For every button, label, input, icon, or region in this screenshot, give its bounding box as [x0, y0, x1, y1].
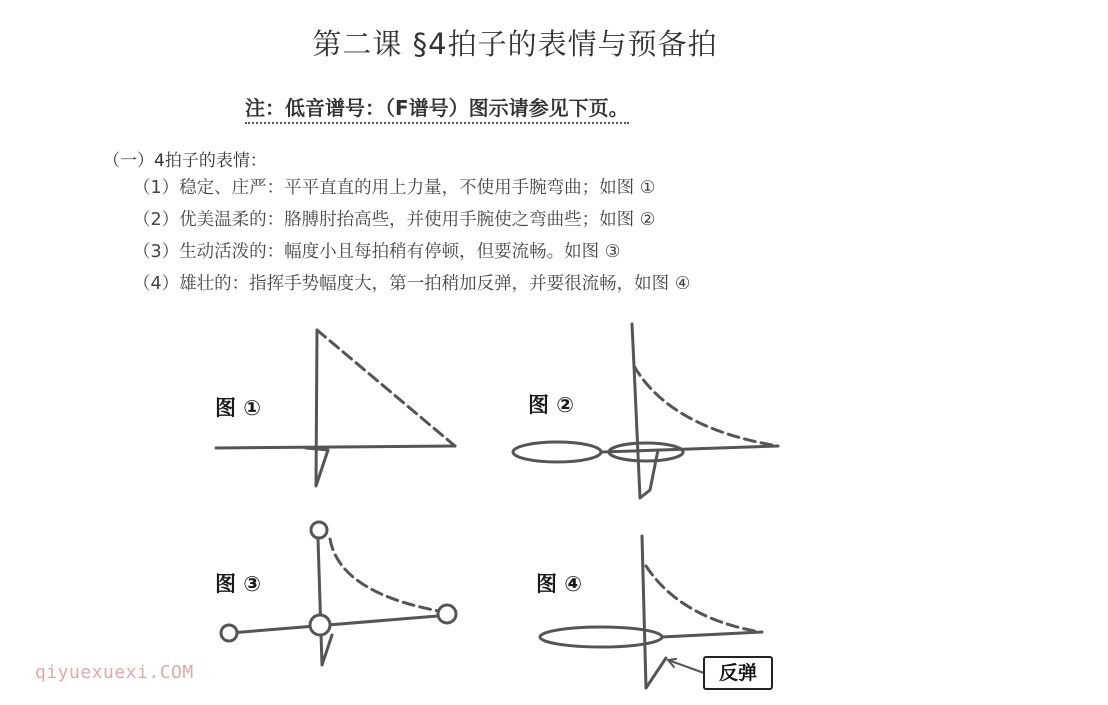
beat-path-dashed — [330, 539, 450, 613]
beat-path-vertical — [306, 330, 328, 486]
rebound-callout: 反弹 — [703, 656, 773, 690]
page-title: 第二课 §4拍子的表情与预备拍 — [312, 27, 718, 61]
beat-path-dashed — [646, 566, 760, 632]
pause-dot — [221, 625, 237, 641]
note-line: 注：低音谱号：（F谱号）图示请参见下页。 — [245, 92, 629, 124]
beat-path-vertical — [318, 539, 332, 665]
watermark: qiyuexuexi.COM — [35, 662, 194, 683]
beat-path-dashed — [634, 366, 778, 446]
expression-list — [133, 176, 690, 304]
beat-path-vertical — [632, 324, 658, 498]
beat-path-horizontal — [662, 632, 762, 637]
pause-dot — [438, 605, 456, 623]
beat-path-dashed — [317, 330, 455, 446]
beat-path-horizontal — [230, 615, 450, 633]
section-heading: （一）4拍子的表情： — [103, 151, 267, 171]
beat-path-horizontal — [602, 446, 778, 452]
list-item: （4）雄壮的：指挥手势幅度大，第一拍稍加反弹，并要很流畅，如图 ④ — [133, 274, 691, 294]
figure-1-label: 图 ① — [215, 396, 262, 420]
figure-3 — [210, 515, 470, 675]
figure-1 — [210, 322, 470, 502]
figure-2-label: 图 ② — [528, 393, 575, 417]
figure-4-label: 图 ④ — [536, 572, 583, 596]
pause-dot — [311, 522, 327, 538]
list-item: （1）稳定、庄严：平平直直的用上力量，不使用手腕弯曲；如图 ① — [133, 178, 656, 198]
pause-dot — [310, 615, 330, 635]
beat-path-horizontal — [216, 446, 455, 448]
list-item: （2）优美温柔的：胳膊肘抬高些，并使用手腕使之弯曲些；如图 ② — [133, 210, 656, 230]
loop-left — [513, 442, 601, 462]
figure-3-label: 图 ③ — [215, 572, 262, 596]
figure-2 — [510, 318, 790, 508]
list-item: （3）生动活泼的：幅度小且每拍稍有停顿，但要流畅。如图 ③ — [133, 242, 621, 262]
beat-path-vertical — [642, 536, 666, 688]
